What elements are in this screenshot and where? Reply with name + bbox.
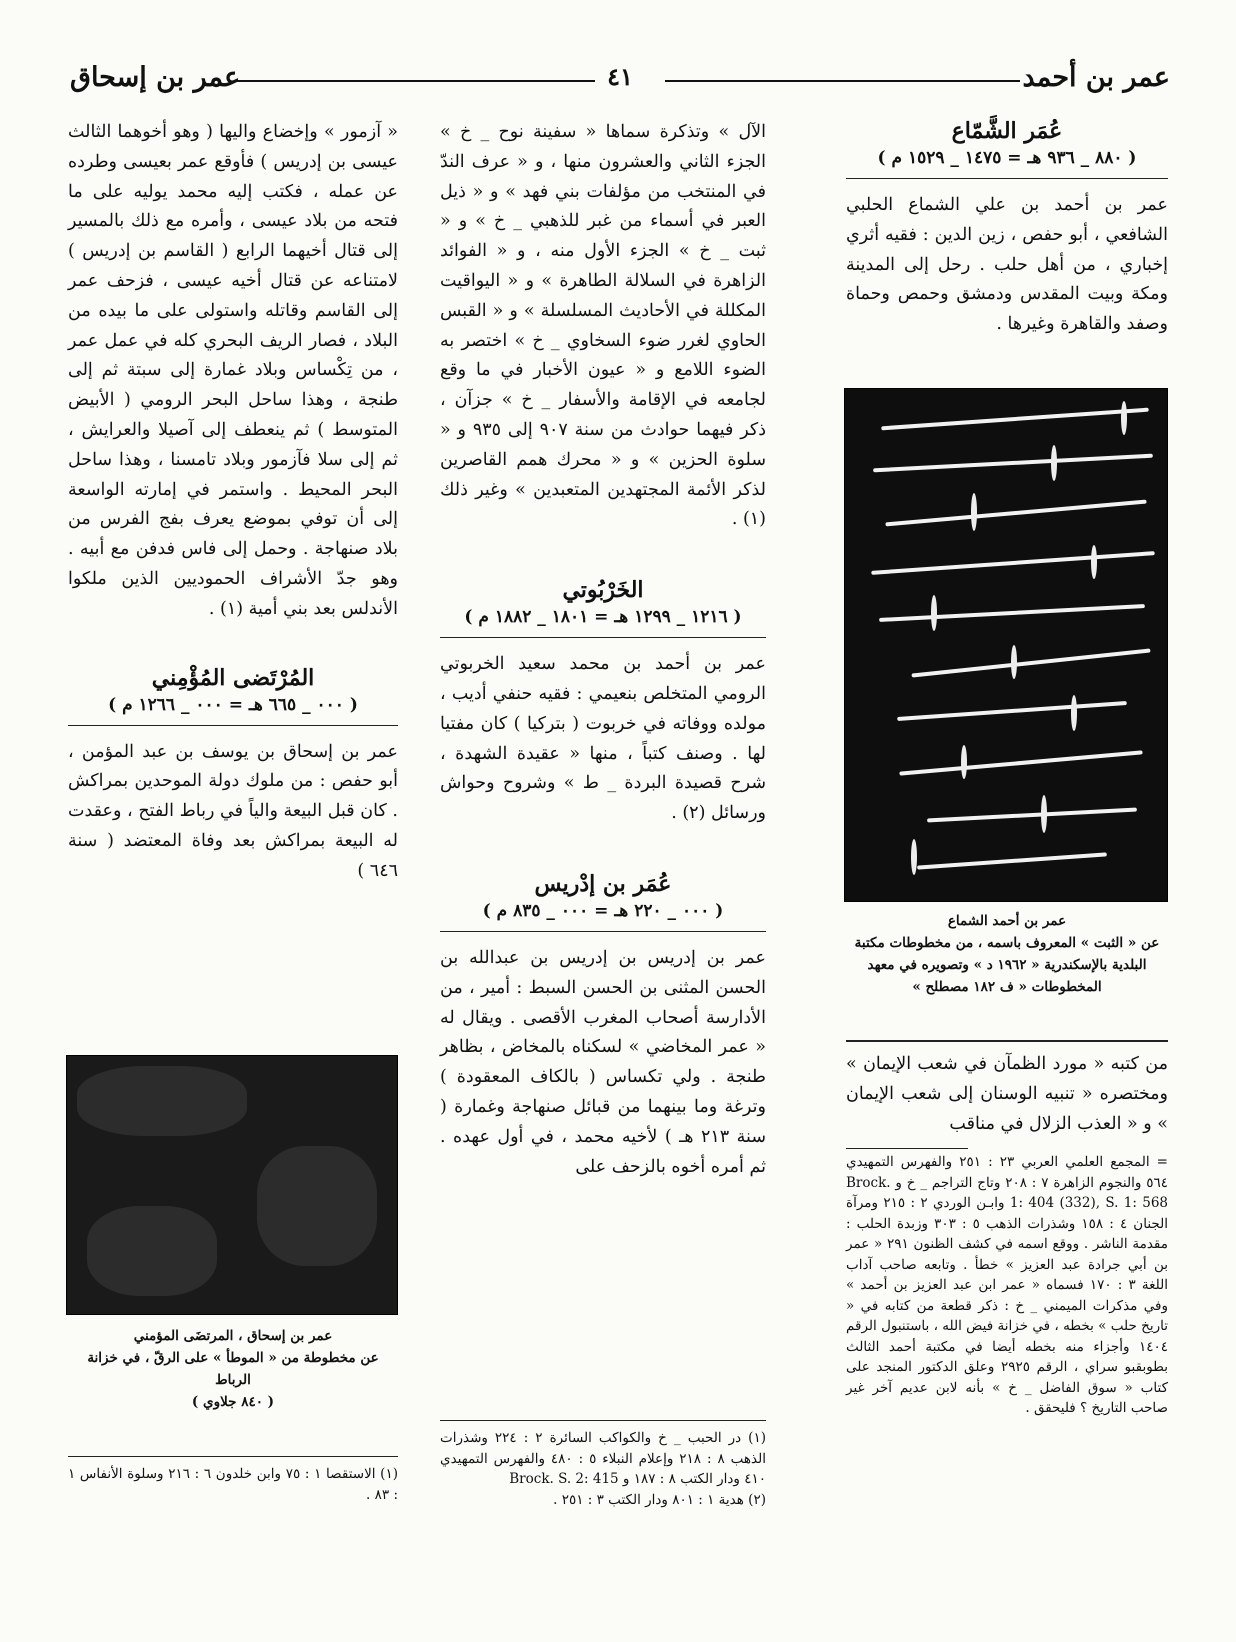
footnote-col3 [68,1464,398,1505]
footnote-rule [68,1456,398,1457]
running-header [70,62,1170,102]
manuscript-stroke [881,408,1149,431]
footnotes-col2 [440,1428,766,1510]
header-rule-left [235,80,595,82]
column-1 [846,118,1168,340]
entry-dates-umar-idris: ( ٠٠٠ _ ٢٢٠ هـ = ٠٠٠ _ ٨٣٥ م ) [482,900,724,921]
caption-line: عمر بن إسحاق ، المرتضَى المؤمني [133,1328,333,1344]
entry-dates-murtada: ( ٠٠٠ _ ٦٦٥ هـ = ٠٠٠ _ ١٢٦٦ م ) [108,694,358,715]
image-caption-murtada [68,1325,398,1413]
entry-body-murtada: عمر بن إسحاق بن يوسف بن عبد المؤمن ، أبو حفص : من ملوك دولة الموحدين بمراكش . كان قبل البيعة والياً في رباط الفتح ، وعقدت له البيعة بمراكش بعد وفاة المعتضد ( سنة ٦٤٦ ) [68,741,398,881]
column-2 [440,118,766,1182]
footnote-1: (١) در الحبب _ خ والكواكب السائرة ٢ : ٢٢٤ وشذرات الذهب ٨ : ٢١٨ وإعلام النبلاء ٥ : ٤٨٠ والفهرس التمهيدي ٤١٠ ودار الكتب ٨ : ١٨٧ و Brock. S. 2: 415 [440,1430,766,1487]
caption-line: عن مخطوطة من « الموطأ » على الرقّ ، في خزانة الرباط [87,1350,379,1388]
photo-texture [87,1206,217,1296]
manuscript-stroke [1041,795,1047,833]
entry-divider [440,637,766,638]
column-3 [68,118,398,887]
entry-dates-kharbuti: ( ١٢١٦ _ ١٢٩٩ هـ = ١٨٠١ _ ١٨٨٢ م ) [464,607,742,628]
entry-divider [846,178,1168,179]
manuscript-stroke [885,500,1146,527]
page-number: ٤١ [607,62,633,91]
footnote-shammaa [846,1152,1168,1419]
entry-body-kharbuti: عمر بن أحمد بن محمد سعيد الخربوتي الرومي المتخلص بنعيمي : فقيه حنفي أديب ، مولده ووفاته في خربوت ( بتركيا ) كان مفتيا لها . وصنف كتباً ، منها « عقيدة الشهدة ، شرح قصيدة البردة _ ط » وشروح وحواش ورسائل (٢) . [440,654,766,824]
entry-dates-shammaa: ( ٨٨٠ _ ٩٣٦ هـ = ١٤٧٥ _ ١٥٢٩ م ) [877,148,1137,168]
entry-title-kharbuti: الخَرْبُوتي [562,577,644,604]
manuscript-stroke [1071,695,1077,731]
header-left-title: عمر بن إسحاق [70,62,241,93]
manuscript-stroke [1011,645,1017,679]
manuscript-stroke [871,551,1155,575]
header-rule-right [665,80,1020,82]
footnote-rule [846,1148,968,1149]
manuscript-stroke [1051,445,1057,481]
manuscript-stroke [971,493,977,531]
entry-body-continued-shammaa: من كتبه « مورد الظمآن في شعب الإيمان » ومختصره « تنبيه الوسنان إلى شعب الإيمان » و « العذب الزلال في مناقب [846,1054,1168,1134]
manuscript-stroke [911,648,1150,677]
entry-body-continued-col2: الآل » وتذكرة سماها « سفينة نوح _ خ » الجزء الثاني والعشرون منها ، و « عرف الندّ في المنتخب من مؤلفات بني فهد » و « ذيل العبر في أسماء من غبر للذهبي _ خ » و « ثبت _ خ » الجزء الأول منه ، و « الفوائد الزاهرة في السلالة الطاهرة » و « اليواقيت المكللة في الأحاديث المسلسلة » و « القبس الحاوي لغرر ضوء السخاوي _ خ » اختصر به الضوء اللامع و « عيون الأخبار في ما وقع لجامعه في الإقامة والأسفار _ خ » جزآن ، ذكر فيهما حوادث من سنة ٩٠٧ إلى ٩٣٥ و « سلوة الحزين » و « محرك همم القاصرين لذكر الأئمة المجتهدين المتعبدين » وغير ذلك (١) . [440,122,767,530]
entry-divider [68,725,398,726]
manuscript-stroke [1121,401,1127,435]
footnote-2: (٢) هدية ١ : ٨٠١ ودار الكتب ٣ : ٢٥١ . [553,1491,766,1508]
manuscript-stroke [917,852,1107,869]
photo-texture [77,1066,247,1136]
divider-rule [846,1040,1168,1042]
caption-line: ( ٨٤٠ جلاوي ) [191,1394,275,1410]
footnote-text: (١) الاستقصا ١ : ٧٥ وابن خلدون ٦ : ٢١٦ وسلوة الأنفاس ١ : ٨٣ . [68,1466,399,1503]
entry-body-umar-idris: عمر بن إدريس بن إدريس بن عبدالله بن الحسن المثنى بن الحسن السبط : أمير ، من الأدارسة أصحاب المغرب الأقصى . ويقال له « عمر المخاضي » لسكناه بالمخاض ، بظاهر طنجة . ولي تكساس ( بالكاف المعقودة ) وترغة وما بينهما من قبائل صنهاجة وغمارة ( سنة ٢١٣ هـ ) لأخيه محمد ، في أول عهده . ثم أمره أخوه بالزحف على [440,947,766,1177]
photo-texture [257,1146,377,1266]
caption-line: عمر بن أحمد الشماع [947,913,1067,929]
entry-title-umar-idris: عُمَر بن إدْريس [534,870,672,897]
manuscript-stroke [897,701,1127,721]
entry-body-shammaa: عمر بن أحمد بن علي الشماع الحلبي الشافعي ، أبو حفص ، زين الدين : فقيه أثري إخباري ، من أهل حلب . رحل إلى المدينة ومكة وبيت المقدس ودمشق وحمص وحماة وصفد والقاهرة وغيرها . [846,195,1168,335]
manuscript-stroke [879,604,1145,622]
manuscript-stroke [873,454,1153,473]
manuscript-stroke [911,839,917,875]
manuscript-stroke [927,808,1137,823]
entry-title-murtada: المُرْتَضى المُؤْمِني [151,664,315,691]
column-1-continued [846,1050,1168,1139]
manuscript-stroke [1091,545,1097,579]
footnote-text: = المجمع العلمي العربي ٢٣ : ٢٥١ والفهرس التمهيدي ٥٦٤ والنجوم الزاهرة ٧ : ٢٠٨ وتاج التراجم _ خ و Brock. 1: 404 (332), S. 1: 568 وابـن الوردي ٢ : ٢١٥ ومرآة الجنان ٤ : ١٥٨ وشذرات الذهب ٥ : ٣٠٣ وزبدة الحلب : مقدمة الناشر . ووقع اسمه في كشف الظنون ٢٩١ « عمر بن أبي جرادة عبد العزيز » خطأ . وتابعه صاحب آداب اللغة ٣ : ١٧٠ فسماه « عمر ابن عبد العزيز بن أحمد » وفي مذكرات الميمني _ خ : ذكر قطعة من كتابه في « تاريخ حلب » بخطه ، في خزانة فيض الله ، باستنبول الرقم ١٤٠٤ وأجزاء منه بخطه أيضا في مكتبة أحمد الثالث بطوبقبو سراي ، الرقم ٢٩٢٥ وعلق الدكتور المنجد على كتاب « سوق الفاضل _ خ » بأنه لابن عديم آخر غير صاحب التاريخ ؟ فليحقق . [846,1154,1169,1416]
header-right-title: عمر بن أحمد [1022,62,1170,93]
entry-divider [440,931,766,932]
entry-body-continued-col3: « آزمور » وإخضاع واليها ( وهو أخوهما الثالث عيسى بن إدريس ) فأوقع عمر بعيسى وطرده عن عمله ، فكتب إليه محمد يوليه على ما فتحه من بلاد عيسى ، وأمره مع ذلك بالمسير إلى قتال أخيهما الرابع ( القاسم بن إدريس ) لامتناعه عن قتال أخيه عيسى ، فزحف عمر إلى القاسم وقاتله واستولى على ما بيده من البلاد ، فصار الريف البحري كله في عمل عمر ، من تِكْساس وبلاد غمارة إلى سبتة ثم إلى طنجة ، وهذا ساحل البحر الرومي ( الأبيض المتوسط ) ثم ينعطف إلى آصيلا والعرايش ، ثم إلى سلا فآزمور وبلاد تامسنا ، وهذا ساحل البحر المحيط . واستمر في إمارته الواسعة إلى أن توفي بموضع يعرف بفج الفرس من بلاد صنهاجة . وحمل إلى فاس فدفن مع أبيه . وهو جدّ الأشراف الحموديين الذين ملكوا الأندلس بعد بني أمية (١) . [68,122,398,619]
manuscript-stroke [931,595,937,631]
manuscript-image-shammaa [844,388,1168,902]
entry-title-shammaa: عُمَر الشَّمّاع [951,118,1063,144]
caption-line: عن « الثبت » المعروف باسمه ، من مخطوطات مكتبة البلدية بالإسكندرية « ١٩٦٢ د » وتصويره في معهد المخطوطات « ف ١٨٢ مصطلح » [854,935,1160,995]
manuscript-photo-murtada [66,1055,398,1315]
manuscript-stroke [899,750,1142,775]
manuscript-stroke [961,745,967,779]
footnote-rule [440,1420,766,1421]
image-caption-shammaa [846,910,1168,998]
